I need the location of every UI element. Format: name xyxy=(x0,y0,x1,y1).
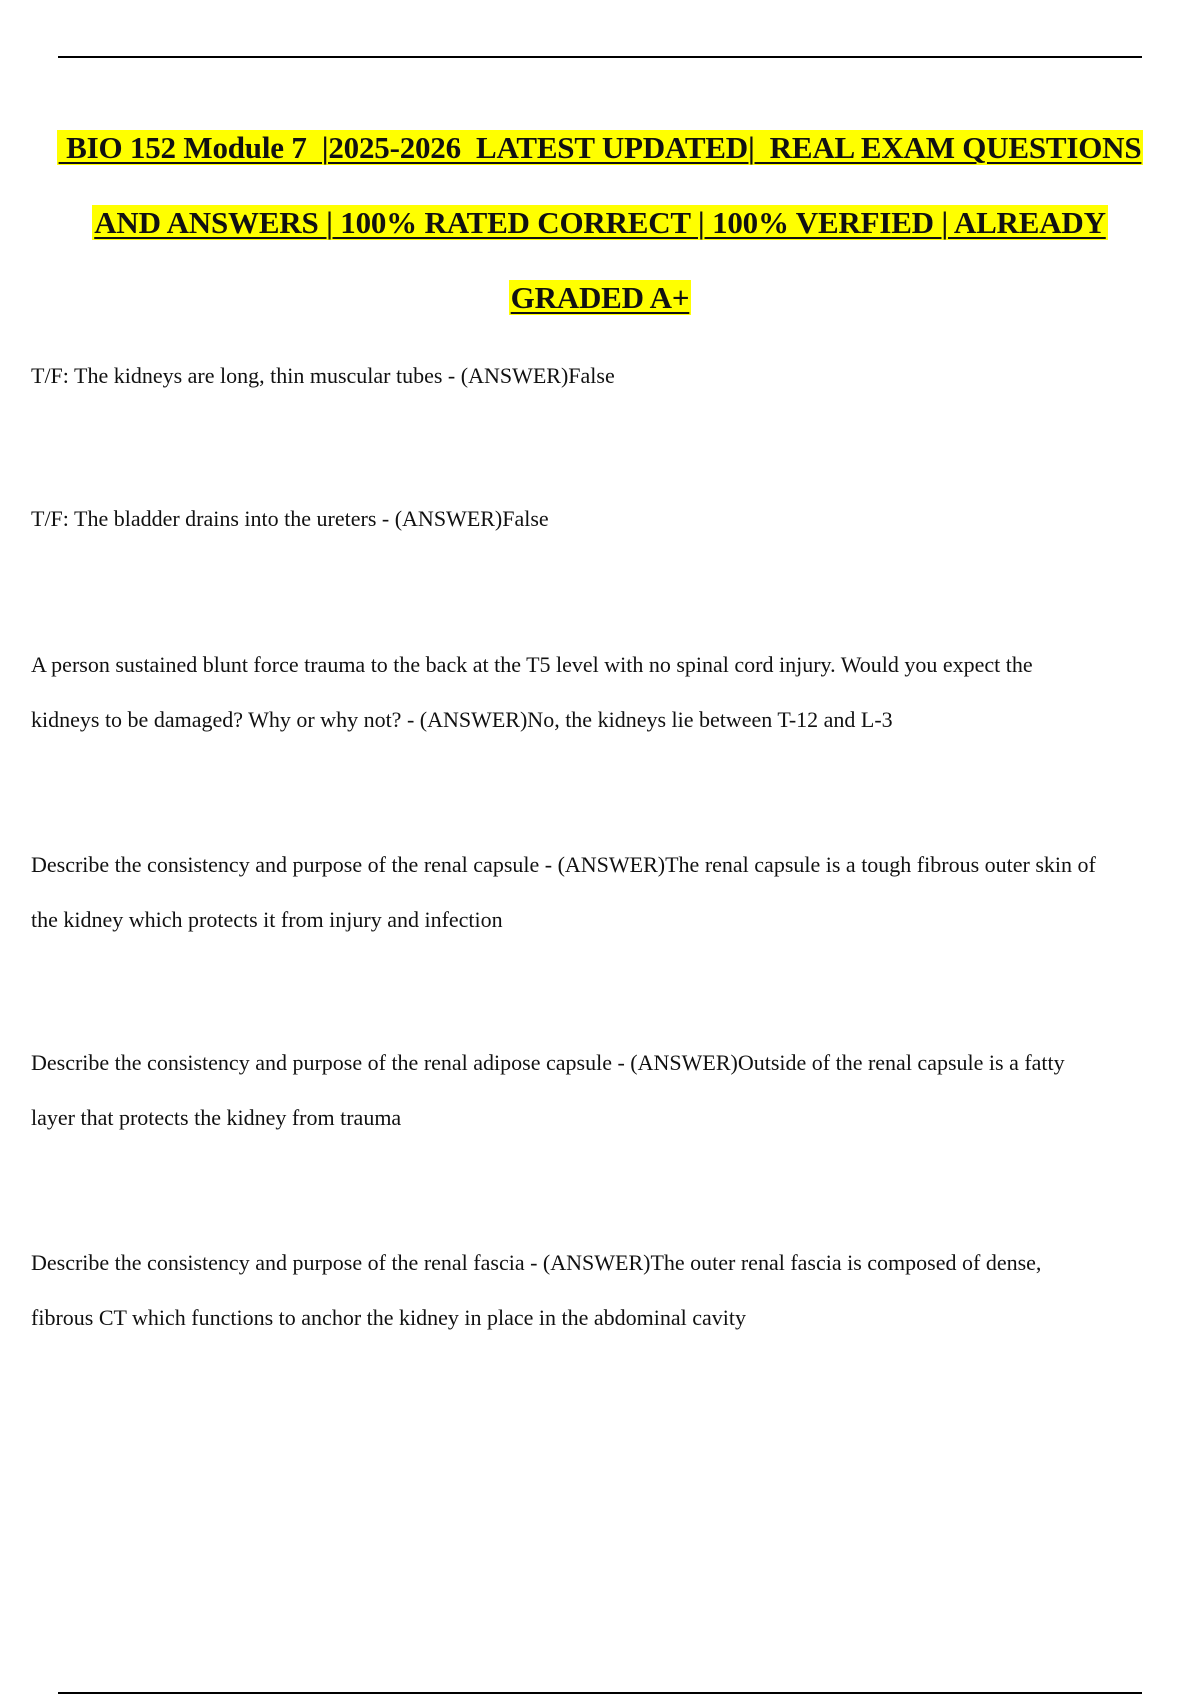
title-line-3: GRADED A+ xyxy=(510,280,690,315)
qa-item-1: T/F: The kidneys are long, thin muscular tubes - (ANSWER)False xyxy=(31,363,615,388)
title-line-2: AND ANSWERS | 100% RATED CORRECT | 100% VERFIED | ALREADY xyxy=(94,205,1106,240)
qa-item-3: A person sustained blunt force trauma to the back at the T5 level with no spinal cord injury. Would you expect the kidneys to be damaged? Why or why not? - (ANSWER)No, the kidneys lie between T-12 and L-3 xyxy=(31,652,1033,732)
document-title xyxy=(20,110,1180,335)
qa-item-4: Describe the consistency and purpose of the renal capsule - (ANSWER)The renal capsule is a tough fibrous outer skin of the kidney which protects it from injury and infection xyxy=(31,852,1096,932)
qa-item-6: Describe the consistency and purpose of the renal fascia - (ANSWER)The outer renal fascia is composed of dense, fibrous CT which functions to anchor the kidney in place in the abdominal cavity xyxy=(31,1250,1042,1330)
qa-item-5: Describe the consistency and purpose of the renal adipose capsule - (ANSWER)Outside of the renal capsule is a fatty layer that protects the kidney from trauma xyxy=(31,1050,1065,1130)
title-line-1: BIO 152 Module 7 |2025-2026 LATEST UPDATED| REAL EXAM QUESTIONS xyxy=(58,130,1142,165)
qa-item-2: T/F: The bladder drains into the ureters - (ANSWER)False xyxy=(31,506,549,531)
top-divider xyxy=(58,56,1142,58)
bottom-divider xyxy=(58,1692,1142,1694)
